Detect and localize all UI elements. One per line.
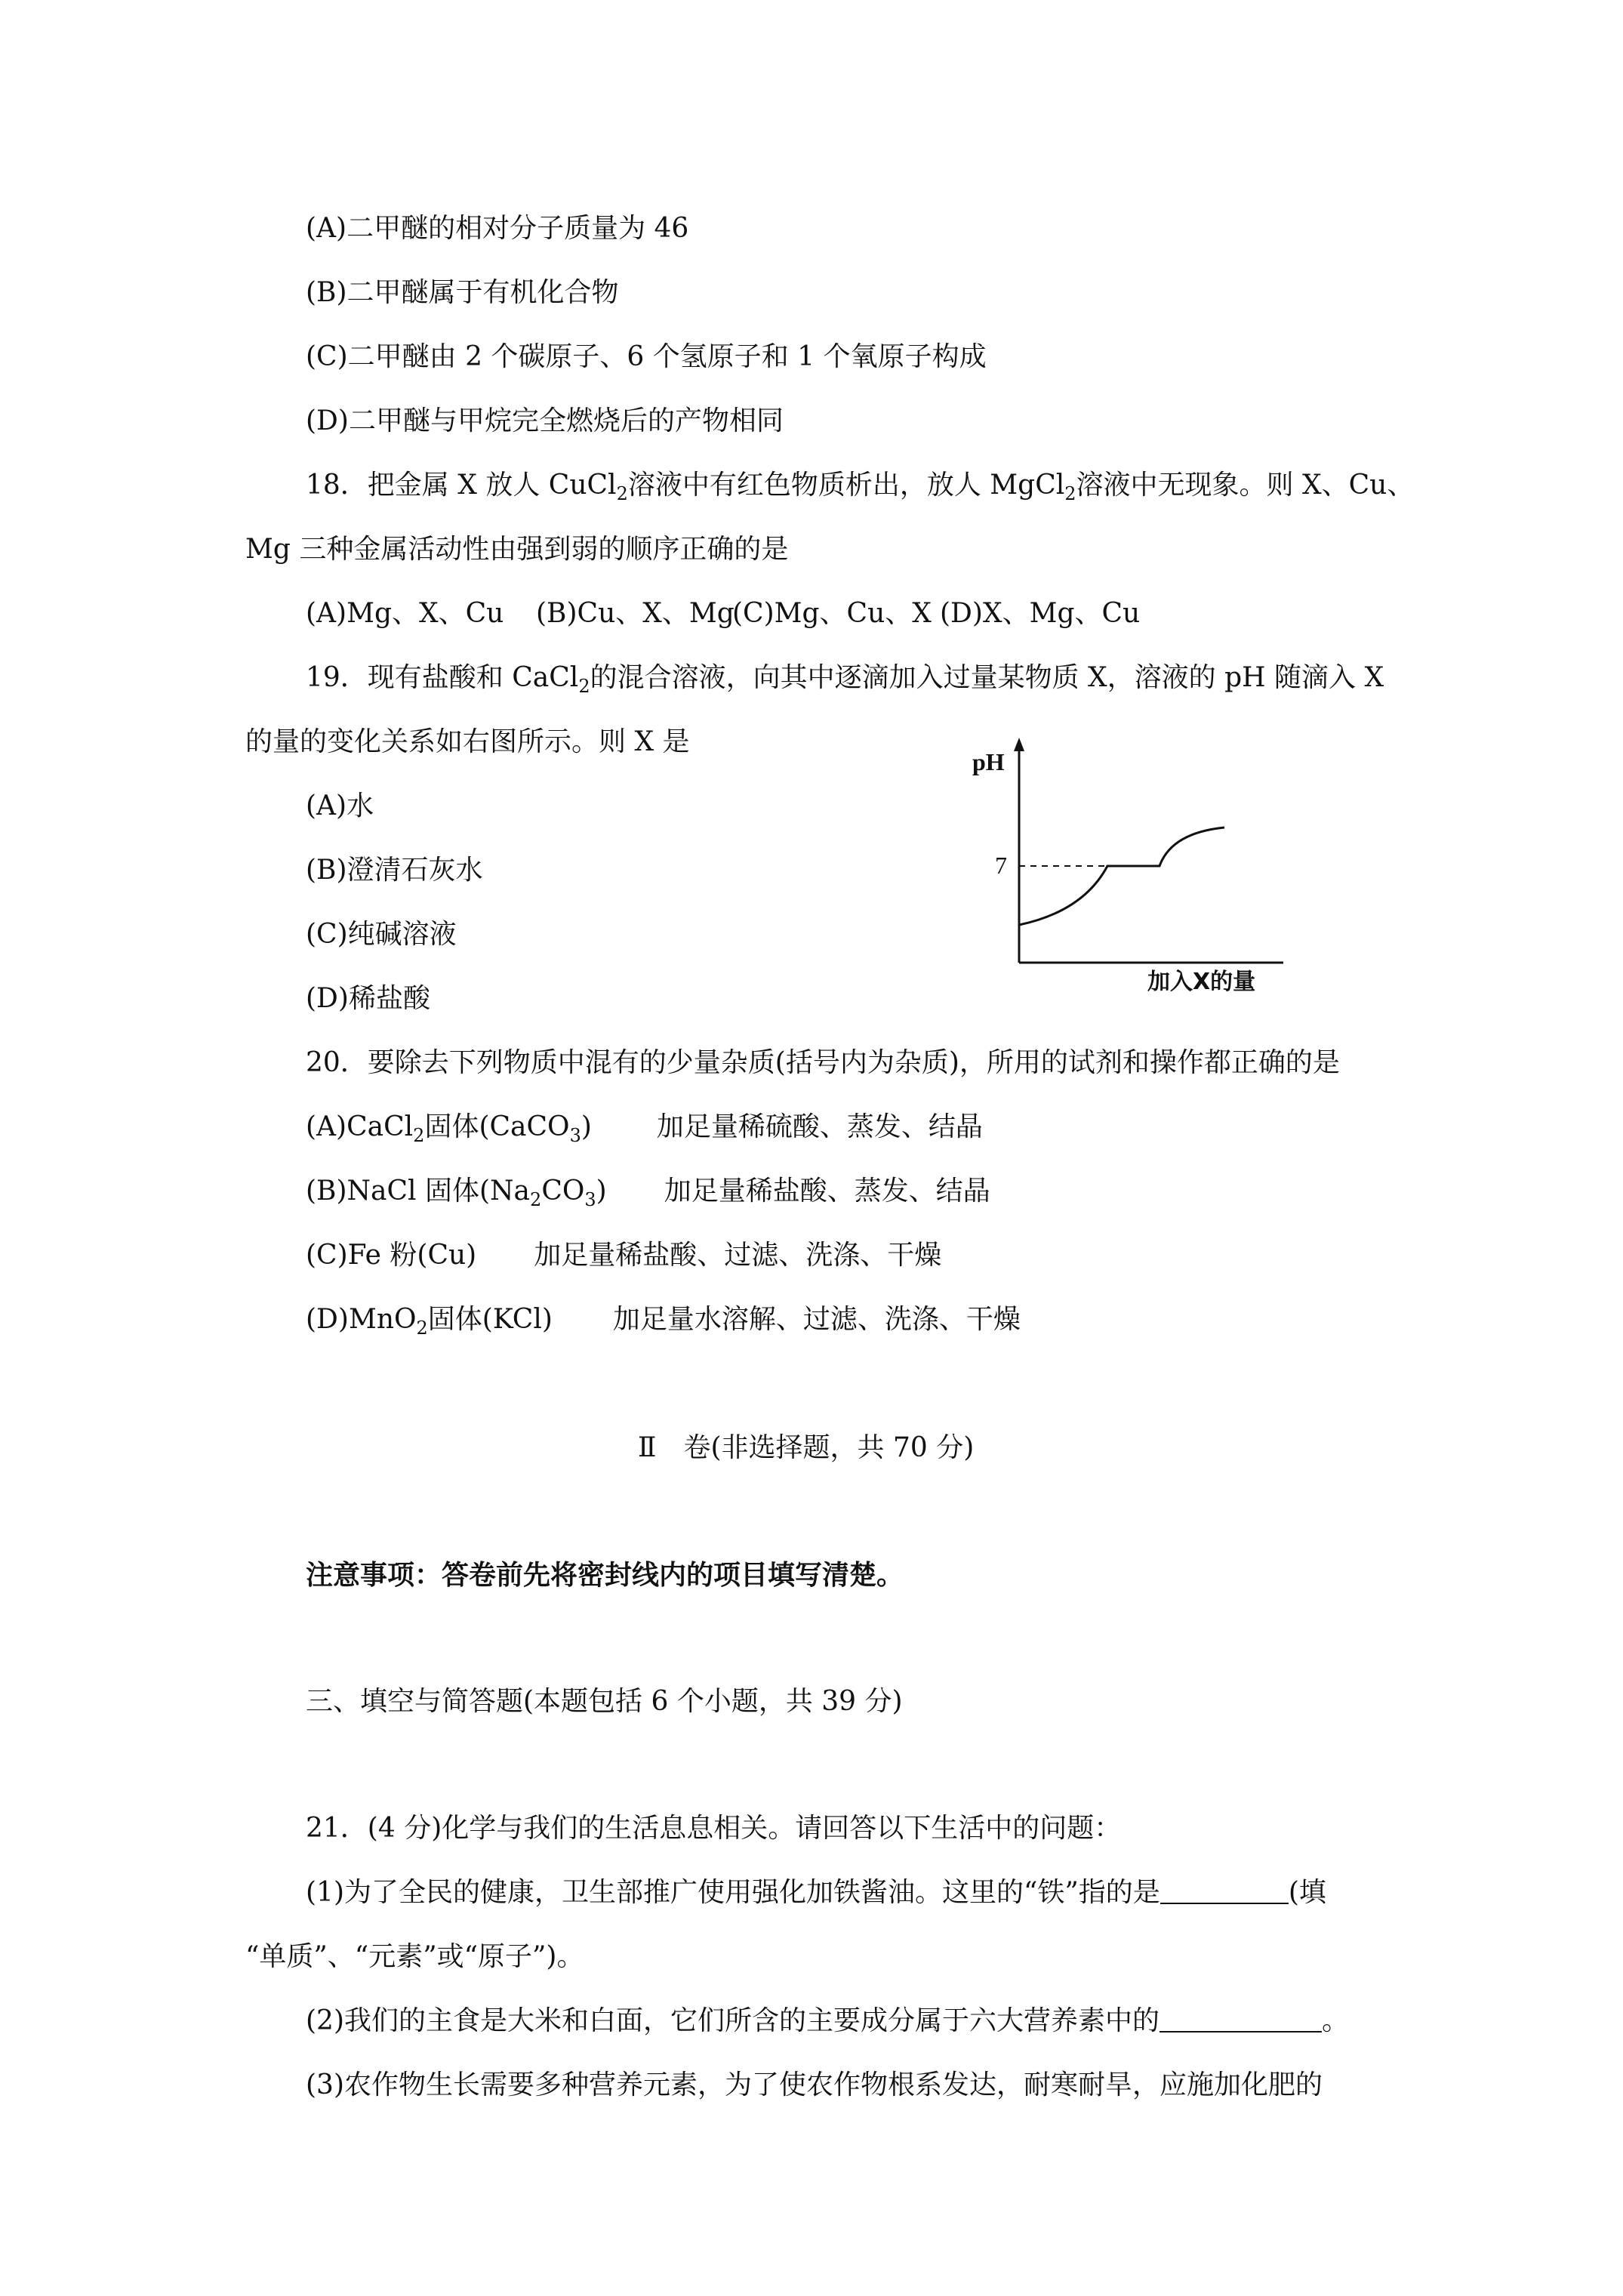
y-axis-arrow <box>1014 738 1024 751</box>
q18-option-d: (D)X、Mg、Cu <box>940 598 1141 629</box>
notice: 注意事项：答卷前先将密封线内的项目填写清楚。 <box>306 1559 904 1591</box>
q20-stem: 20．要除去下列物质中混有的少量杂质(括号内为杂质)，所用的试剂和操作都正确的是 <box>306 1047 1340 1078</box>
answer-blank-2[interactable] <box>1160 2008 1322 2032</box>
q18-option-c: (C)Mg、Cu、X <box>732 598 932 629</box>
q20-option-b: (B)NaCl 固体$(Na_2CO_3)$ 加足量稀盐酸、蒸发、结晶 <box>306 1176 990 1210</box>
ph-curve <box>1019 827 1224 925</box>
q17-option-d: (D)二甲醚与甲烷完全燃烧后的产物相同 <box>306 405 784 436</box>
q18-option-a: (A)Mg、X、Cu <box>306 598 504 629</box>
q19-stem-line1: 19．现有盐酸和 CaCl$_2$的混合溶液，向其中逐滴加入过量某物质 X，溶液的 pH 随滴入 X <box>306 662 1384 697</box>
q20-option-a: (A)CaCl$_2$固体(CaCO$_3$) 加足量稀硫酸、蒸发、结晶 <box>306 1111 983 1146</box>
answer-blank-1[interactable] <box>1160 1880 1289 1904</box>
ph-curve-graph <box>959 736 1306 997</box>
x-axis-label: 加入X的量 <box>1147 969 1256 995</box>
q21-part1-cont: “单质”、“元素”或“原子”)。 <box>245 1941 584 1972</box>
q20-option-c: (C)Fe 粉(Cu) 加足量稀盐酸、过滤、洗涤、干燥 <box>306 1240 942 1271</box>
section3-heading: 三、填空与简答题(本题包括 6 个小题，共 39 分) <box>306 1686 903 1717</box>
q19-option-d: (D)稀盐酸 <box>306 983 430 1014</box>
q19-option-b: (B)澄清石灰水 <box>306 855 483 886</box>
q21-part2: (2)我们的主食是大米和白面，它们所含的主要成分属于六大营养素中的 。 <box>306 2005 1350 2036</box>
y-axis-label: pH <box>972 748 1005 775</box>
q21-part1: (1)为了全民的健康，卫生部推广使用强化加铁酱油。这里的“铁”指的是 (填 <box>306 1877 1326 1908</box>
part2-title: Ⅱ 卷(非选择题，共 70 分) <box>638 1432 975 1463</box>
q19-option-a: (A)水 <box>306 791 374 821</box>
q17-option-a: (A)二甲醚的相对分子质量为 46 <box>306 213 689 244</box>
q18-stem-line2: Mg 三种金属活动性由强到弱的顺序正确的是 <box>245 534 789 565</box>
q19-option-c: (C)纯碱溶液 <box>306 919 457 950</box>
q18-option-b: (B)Cu、X、Mg <box>536 598 735 629</box>
q21-stem: 21．(4 分)化学与我们的生活息息相关。请回答以下生活中的问题： <box>306 1813 1122 1844</box>
q18-stem-line1: 18．把金属 X 放人 CuCl$_2$溶液中有红色物质析出，放人 MgCl$_2$溶液中无现象。则 X、Cu、 <box>306 470 1415 504</box>
q17-option-c: (C)二甲醚由 2 个碳原子、6 个氢原子和 1 个氧原子构成 <box>306 341 987 372</box>
q19-stem-line2: 的量的变化关系如右图所示。则 X 是 <box>245 726 690 757</box>
tick-label-7: 7 <box>995 852 1007 879</box>
q21-part3: (3)农作物生长需要多种营养元素，为了使农作物根系发达，耐寒耐旱，应施加化肥的 <box>306 2069 1323 2100</box>
q17-option-b: (B)二甲醚属于有机化合物 <box>306 277 619 308</box>
q20-option-d: (D)MnO$_2$固体(KCl) 加足量水溶解、过滤、洗涤、干燥 <box>306 1304 1021 1339</box>
